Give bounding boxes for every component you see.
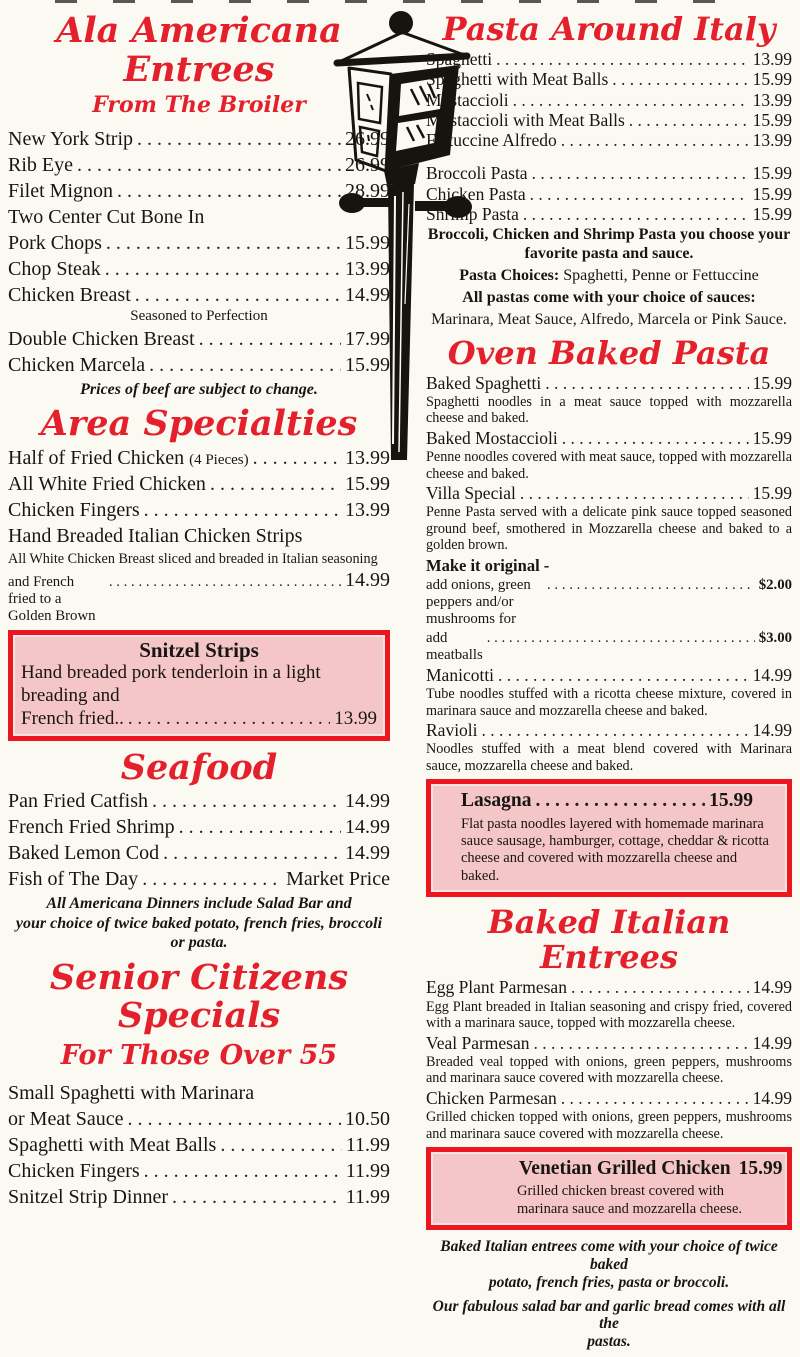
- dot-leader: [142, 868, 282, 891]
- section-ala-americana-entrees: [8, 12, 390, 399]
- menu-item-row: [8, 1186, 390, 1209]
- highlight-title: Snitzel Strips: [139, 637, 259, 662]
- dot-leader: [77, 154, 341, 177]
- dot-leader: [513, 91, 749, 110]
- item-name: Chicken Parmesan: [426, 1087, 557, 1108]
- dot-leader: [172, 1186, 342, 1209]
- footnote-line: Our fabulous salad bar and garlic bread comes with all the: [432, 1297, 786, 1333]
- item-price: 15.99: [752, 372, 792, 393]
- item-description: All White Chicken Breast sliced and breaded in Italian seasoning: [8, 550, 378, 567]
- item-price: 11.99: [345, 1134, 390, 1157]
- dot-leader: [210, 473, 341, 496]
- item-price: 15.99: [752, 183, 792, 204]
- dot-leader: [220, 1134, 341, 1157]
- menu-item-row: [8, 447, 390, 470]
- item-name: Veal Parmesan: [426, 1032, 530, 1053]
- item-name: Pan Fried Catfish: [8, 790, 148, 813]
- menu-item-row: [8, 154, 390, 177]
- dot-leader: [534, 1034, 749, 1053]
- dot-leader: [496, 50, 749, 69]
- item-description: Spaghetti noodles in a meat sauce topped with mozzarella cheese and baked.: [426, 394, 792, 427]
- item-name: Double Chicken Breast: [8, 327, 195, 350]
- item-price: 13.99: [345, 498, 390, 521]
- item-price: 10.50: [345, 1108, 390, 1131]
- section-footnote: [8, 894, 390, 953]
- item-price: 15.99: [752, 109, 792, 130]
- item-name: Filet Mignon: [8, 179, 114, 202]
- menu-item-row: [8, 473, 390, 496]
- item-price: 13.99: [752, 89, 792, 110]
- menu-item-row: [426, 1089, 792, 1108]
- section-title: Senior Citizens Specials: [49, 956, 349, 1037]
- item-name: Manicotti: [426, 664, 495, 685]
- section-subtitle: For Those Over 55: [60, 1039, 338, 1071]
- menu-item-row: [426, 164, 792, 183]
- right-column: [426, 8, 792, 1357]
- item-price: 11.99: [345, 1160, 390, 1183]
- item-name: Broccoli Pasta: [426, 163, 528, 184]
- dot-leader: [561, 1089, 749, 1108]
- menu-item-row: [426, 978, 792, 997]
- section-oven-baked-pasta: [426, 333, 792, 898]
- item-price: 14.99: [752, 1032, 792, 1053]
- highlight-price: 15.99: [709, 790, 753, 812]
- dot-leader: [144, 499, 341, 522]
- dot-leader: [253, 447, 341, 470]
- dot-leader: [199, 328, 341, 351]
- item-name: Spaghetti with Meat Balls: [8, 1134, 217, 1157]
- item-price: 14.99: [752, 719, 792, 740]
- item-qualifier: (4 Pieces): [189, 451, 249, 468]
- menu-item-row: [8, 128, 390, 151]
- section-pasta-around-italy: [426, 12, 792, 330]
- dot-leader: [109, 574, 341, 591]
- item-name: Pork Chops: [8, 231, 102, 254]
- section-title: Pasta Around Italy: [442, 10, 776, 48]
- menu-item-row: [8, 284, 390, 307]
- section-footnote: [8, 380, 390, 400]
- item-name: All White Fried Chicken: [8, 472, 206, 495]
- dot-leader: [562, 429, 749, 448]
- menu-item-row: [426, 484, 792, 503]
- section-note-bold: Broccoli, Chicken and Shrimp Pasta you choose your favorite pasta and sauce.: [427, 226, 791, 263]
- item-price: 11.99: [345, 1186, 390, 1209]
- item-name: Mostaccioli: [426, 89, 509, 110]
- highlight-box-venetian-grilled-chicken: [426, 1147, 792, 1230]
- item-price: 15.99: [752, 483, 792, 504]
- section-note-text: Marinara, Meat Sauce, Alfredo, Marcela or Pink Sauce.: [431, 310, 787, 328]
- highlight-description: Grilled chicken breast covered with marinara sauce and mozzarella cheese.: [517, 1183, 743, 1217]
- dot-leader: [520, 484, 749, 503]
- menu-item-row: [8, 258, 390, 281]
- item-price: 14.99: [345, 283, 390, 306]
- dot-leader: [629, 111, 749, 130]
- dot-leader: [523, 205, 749, 224]
- item-description: Noodles stuffed with a meat blend covered with Marinara sauce, mozzarella cheese and baked.: [426, 741, 792, 774]
- highlight-body-price-row: [21, 708, 377, 731]
- section-footnote: [432, 1298, 786, 1351]
- dot-leader: [137, 128, 341, 151]
- item-name: Fish of The Day: [8, 868, 139, 891]
- item-description: Tube noodles stuffed with a ricotta cheese mixture, covered in marinara sauce and mozzarella cheese and baked.: [426, 686, 792, 719]
- dot-leader: [128, 708, 330, 731]
- item-price: 15.99: [752, 69, 792, 90]
- footnote-line: potato, french fries, pasta or broccoli.: [488, 1273, 730, 1291]
- item-description: Grilled chicken topped with onions, green peppers, mushrooms and marinara sauce covered with mozzarella cheese.: [426, 1109, 792, 1142]
- item-price: 15.99: [752, 163, 792, 184]
- section-title: Oven Baked Pasta: [447, 333, 771, 372]
- item-name: Baked Mostaccioli: [426, 427, 558, 448]
- item-name: Half of Fried Chicken: [8, 446, 185, 469]
- dot-leader: [561, 131, 749, 150]
- menu-item-row: [8, 868, 390, 891]
- menu-item-row: [426, 111, 792, 130]
- addon-row: [426, 577, 792, 628]
- dot-leader: [482, 721, 749, 740]
- section-title: Seafood: [120, 746, 278, 788]
- item-name: Villa Special: [426, 483, 516, 504]
- dot-leader: [117, 180, 341, 203]
- item-name: Two Center Cut Bone In: [8, 205, 205, 228]
- item-name: or Meat Sauce: [8, 1108, 124, 1131]
- scan-artifact: [55, 0, 745, 3]
- section-note-bold: All pastas come with your choice of sauces:: [462, 288, 756, 306]
- dot-leader: [547, 577, 755, 594]
- item-price: 14.99: [345, 816, 390, 839]
- highlight-body: French fried..: [21, 707, 124, 729]
- item-name: Chicken Pasta: [426, 183, 526, 204]
- menu-item-row: [8, 790, 390, 813]
- section-note-text: Spaghetti, Penne or Fettuccine: [559, 266, 759, 284]
- menu-item-row: [8, 1082, 390, 1105]
- item-name: Baked Lemon Cod: [8, 842, 160, 865]
- item-price: 17.99: [345, 327, 390, 350]
- item-price: 15.99: [752, 427, 792, 448]
- item-description: Breaded veal topped with onions, green peppers, mushrooms and marinara sauce covered with mozzarella cheese.: [426, 1053, 792, 1087]
- highlight-box-lasagna: [426, 779, 792, 897]
- footnote-line: Prices of beef are subject to change.: [80, 380, 318, 398]
- item-name: New York Strip: [8, 127, 134, 150]
- item-price: 14.99: [752, 1087, 792, 1108]
- menu-item-row: [8, 354, 390, 377]
- menu-item-row: [8, 328, 390, 351]
- section-footnote: [432, 1238, 786, 1291]
- item-description: Penne noodles covered with meat sauce, topped with mozzarella cheese and baked.: [426, 449, 792, 482]
- section-title: Ala Americana Entrees: [56, 10, 342, 90]
- menu-item-row: [8, 816, 390, 839]
- dot-leader: [106, 232, 341, 255]
- item-name: Egg Plant Parmesan: [426, 977, 567, 998]
- item-name: Spaghetti: [426, 49, 493, 70]
- section-note-bold: Pasta Choices:: [459, 266, 560, 284]
- item-price: 13.99: [345, 446, 390, 469]
- section-senior-citizens-specials: [8, 956, 390, 1210]
- item-name: Chicken Breast: [8, 283, 131, 306]
- dot-leader: [163, 842, 341, 865]
- item-price: 15.99: [345, 231, 390, 254]
- dot-leader: [571, 978, 749, 997]
- section-subtitle: From The Broiler: [92, 92, 306, 118]
- highlight-title-row: [439, 1155, 783, 1182]
- item-name: Small Spaghetti with Marinara: [8, 1082, 255, 1105]
- footnote-line: Baked Italian entrees come with your choice of twice baked: [440, 1238, 778, 1274]
- item-note: Seasoned to Perfection: [130, 307, 268, 324]
- item-price: 15.99: [345, 472, 390, 495]
- addon-text: add meatballs: [426, 629, 483, 663]
- section-baked-italian-entrees: [426, 905, 792, 1351]
- menu-item-row: [8, 499, 390, 522]
- menu-item-row: [426, 91, 792, 110]
- menu-item-row: [8, 525, 390, 548]
- section-title: Area Specialties: [40, 403, 358, 445]
- menu-item-row: [8, 1108, 390, 1131]
- item-name: Chicken Fingers: [8, 1160, 140, 1183]
- footnote-line: your choice of twice baked potato, french fries, broccoli or pasta.: [15, 914, 383, 952]
- left-column: [8, 6, 390, 1215]
- section-seafood: [8, 746, 390, 953]
- highlight-price: 15.99: [738, 1158, 783, 1180]
- dot-leader: [487, 630, 755, 647]
- item-price: 13.99: [345, 257, 390, 280]
- dot-leader: [149, 354, 341, 377]
- item-name: Rib Eye: [8, 153, 73, 176]
- menu-item-row: [8, 1134, 390, 1157]
- menu-item-row: [8, 842, 390, 865]
- item-name: Chop Steak: [8, 257, 101, 280]
- dot-leader: [532, 164, 749, 183]
- item-price: 14.99: [752, 664, 792, 685]
- item-name: Baked Spaghetti: [426, 372, 542, 393]
- dot-leader: [144, 1160, 342, 1183]
- item-price: 14.99: [345, 568, 390, 591]
- addon-price: $2.00: [758, 576, 792, 593]
- menu-item-row: [426, 50, 792, 69]
- item-price: 15.99: [345, 353, 390, 376]
- item-name: Snitzel Strip Dinner: [8, 1186, 168, 1209]
- item-price: 14.99: [752, 977, 792, 998]
- item-description: and French fried to a Golden Brown: [8, 573, 96, 624]
- item-name: Ravioli: [426, 719, 478, 740]
- item-price: 13.99: [752, 130, 792, 151]
- section-area-specialties: [8, 405, 390, 741]
- item-name: Shrimp Pasta: [426, 203, 519, 224]
- item-name: Spaghetti with Meat Balls: [426, 69, 609, 90]
- menu-item-row: [426, 185, 792, 204]
- highlight-title: Lasagna: [461, 790, 532, 812]
- item-description-price-row: [8, 569, 390, 625]
- item-price: Market Price: [286, 868, 390, 891]
- addon-row: [426, 630, 792, 664]
- item-description: Egg Plant breaded in Italian seasoning and crispy fried, covered with a marinara sauce, topped with mozzarella cheese.: [426, 998, 792, 1032]
- menu-item-row: [8, 206, 390, 229]
- section-note: [426, 289, 792, 308]
- dot-leader: [179, 816, 341, 839]
- item-name: Fettuccine Alfredo: [426, 130, 557, 151]
- item-price: 15.99: [752, 203, 792, 224]
- menu-item-row: [8, 232, 390, 255]
- item-name: Mostaccioli with Meat Balls: [426, 109, 625, 130]
- highlight-price: 13.99: [334, 707, 377, 729]
- dot-leader: [545, 374, 748, 393]
- item-price: 14.99: [345, 842, 390, 865]
- item-price: 28.99: [345, 179, 390, 202]
- highlight-description: Flat pasta noodles layered with homemade marinara sauce sausage, hamburger, cottage, cheddar & ricotta cheese and covered with mozzarella cheese and baked.: [461, 815, 769, 884]
- dot-leader: [105, 258, 341, 281]
- menu-item-row: [426, 70, 792, 89]
- highlight-title-row: [439, 787, 779, 814]
- menu-item-row: [426, 1034, 792, 1053]
- dot-leader: [135, 284, 341, 307]
- highlight-title: Venetian Grilled Chicken: [519, 1158, 731, 1180]
- addon-price: $3.00: [758, 629, 792, 646]
- menu-item-row: [8, 1160, 390, 1183]
- dot-leader: [612, 70, 748, 89]
- menu-item-row: [426, 131, 792, 150]
- section-title: Baked Italian Entrees: [487, 903, 731, 977]
- item-name: Chicken Fingers: [8, 498, 140, 521]
- item-price: 13.99: [752, 49, 792, 70]
- menu-item-row: [426, 205, 792, 224]
- dot-leader: [128, 1108, 341, 1131]
- item-name: Chicken Marcela: [8, 353, 146, 376]
- footnote-line: All Americana Dinners include Salad Bar and: [46, 895, 352, 913]
- section-bold-line: Make it original -: [426, 555, 550, 575]
- item-name: Hand Breaded Italian Chicken Strips: [8, 524, 303, 547]
- item-price: 14.99: [345, 790, 390, 813]
- dot-leader: [152, 790, 341, 813]
- menu-item-row: [426, 429, 792, 448]
- dot-leader: [535, 789, 705, 812]
- item-name: French Fried Shrimp: [8, 816, 175, 839]
- highlight-box-snitzel-strips: [8, 630, 390, 741]
- addon-text: add onions, green peppers and/or mushrooms for: [426, 576, 531, 627]
- highlight-body: Hand breaded pork tenderloin in a light breading and: [21, 662, 321, 706]
- menu-item-row: [426, 666, 792, 685]
- section-note: [426, 311, 792, 330]
- menu-item-row: [8, 180, 390, 203]
- menu-item-row: [426, 721, 792, 740]
- footnote-line: pastas.: [587, 1333, 631, 1351]
- dot-leader: [498, 666, 749, 685]
- item-price: 26.99: [345, 127, 390, 150]
- section-note: [426, 226, 792, 264]
- dot-leader: [530, 185, 749, 204]
- item-description: Penne Pasta served with a delicate pink sauce topped seasoned ground beef, smothered in Mozzarella cheese and baked to a golden brown.: [426, 504, 792, 554]
- section-note: [426, 267, 792, 286]
- menu-item-row: [426, 374, 792, 393]
- item-price: 26.99: [345, 153, 390, 176]
